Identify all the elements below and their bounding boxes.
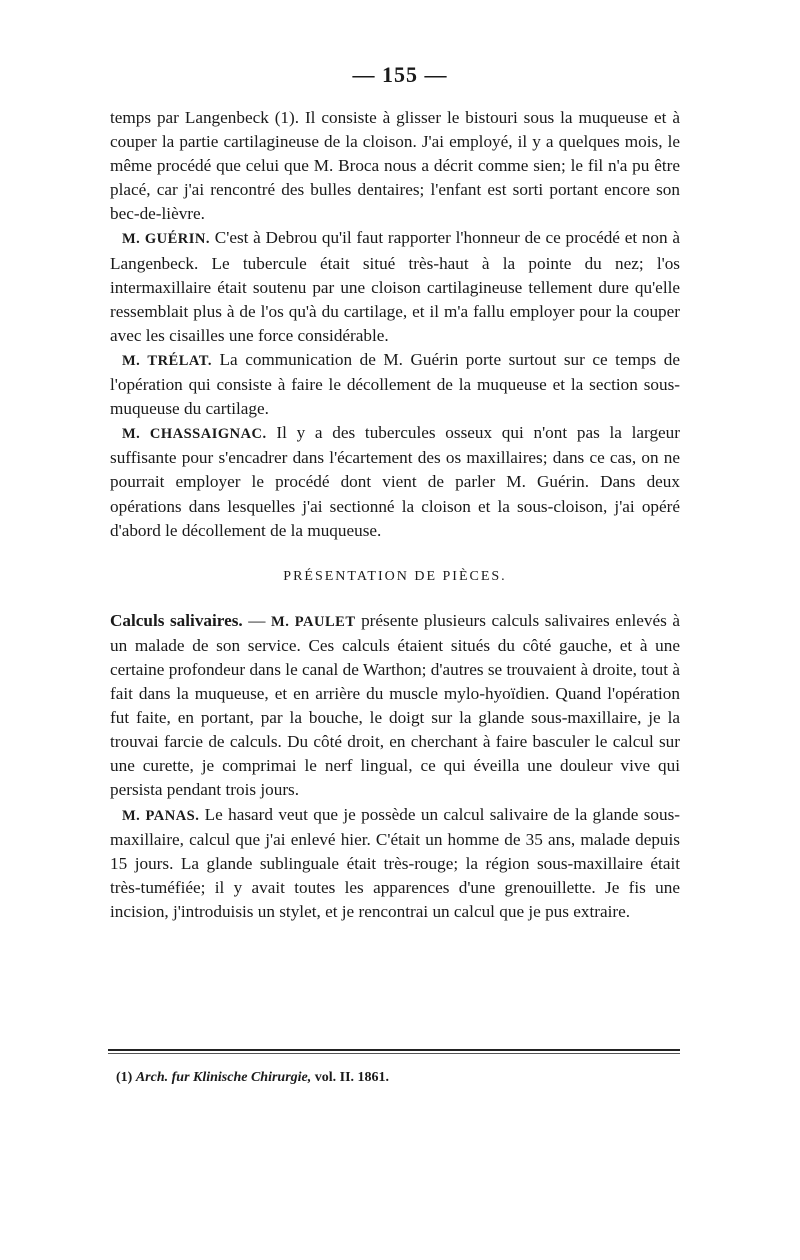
footnote xyxy=(116,1070,676,1086)
speaker-name: M. PAULET xyxy=(271,613,356,630)
footnote-divider xyxy=(108,1049,680,1051)
page-number: — 155 — xyxy=(352,62,448,87)
subheading: Calculs salivaires. xyxy=(110,610,243,630)
body-text xyxy=(110,106,680,924)
footnote-marker: (1) xyxy=(116,1070,136,1085)
paragraph-trelat xyxy=(110,348,680,421)
footnote-divider-thin xyxy=(108,1053,680,1054)
speaker-name: M. PANAS. xyxy=(122,807,200,824)
paragraph-continuation: temps par Langenbeck (1). Il consiste à glisser le bistouri sous la muqueuse et à couper la partie cartilagineuse de la cloison. J'ai employé, il y a quelques mois, le même procédé que celui que M. Broca nous a décrit comme sien; le fil n'a pu être placé, car j'ai rencontré des bulles dentaires; l'enfant est sorti portant encore son bec-de-lièvre. xyxy=(110,108,680,224)
paragraph-chassaignac xyxy=(110,421,680,542)
paragraph-guerin xyxy=(110,226,680,347)
paragraph-text: Le hasard veut que je possède un calcul salivaire de la glande sous-maxillaire, calcul que j'ai enlevé hier. C'était un homme de 35 ans, malade depuis 15 jours. La glande sublinguale était très-rouge; la région sous-maxillaire était très-tuméfiée; il y avait toutes les apparences d'une grenouillette. Je fis une incision, j'introduisis un stylet, et je rencontrai un calcul que je pus extraire. xyxy=(110,804,680,921)
paragraph-text: Il y a des tubercules osseux qui n'ont pas la largeur suffisante pour s'encadrer dans l'écartement des os maxillaires; dans ce cas, on ne pourrait employer le procédé dont vient de parler M. Guérin. Dans deux opérations dans lesquelles j'ai sectionné la cloison et la sous-cloison, j'ai opéré d'abord le décollement de la muqueuse. xyxy=(110,423,680,540)
section-heading: PRÉSENTATION DE PIÈCES. xyxy=(283,568,507,584)
dash: — xyxy=(242,610,272,630)
paragraph-text: La communication de M. Guérin porte surtout sur ce temps de l'opération qui consiste à faire le décollement de la muqueuse et la section sous-muqueuse du cartilage. xyxy=(110,349,680,419)
footnote-source: Arch. fur Klinische Chirurgie, xyxy=(135,1070,312,1085)
footnote-volume: vol. II. 1861. xyxy=(311,1070,390,1085)
paragraph-panas xyxy=(110,803,680,924)
speaker-name: M. TRÉLAT. xyxy=(122,352,213,369)
speaker-name: M. CHASSAIGNAC. xyxy=(122,426,267,443)
paragraph-text: C'est à Debrou qu'il faut rapporter l'honneur de ce procédé et non à Langenbeck. Le tubercule était situé très-haut à la pointe du nez; l'os intermaxillaire était soutenu par une cloison cartilagineuse tellement dure qu'elle ressemblait plus à de l'os qu'à du cartilage, et il m'a fallu employer pour la couper avec les cisailles une force considérable. xyxy=(110,228,680,345)
speaker-name: M. GUÉRIN. xyxy=(122,231,211,248)
paragraph-paulet xyxy=(110,609,680,803)
paragraph-text: présente plusieurs calculs salivaires enlevés à un malade de son service. Ces calculs étaient situés du côté gauche, et à une certaine profondeur dans le canal de Warthon; d'autres se trouvaient à droite, tout à fait dans la muqueuse, et en arrière du muscle mylo-hyoïdien. Quand l'opération fut faite, en portant, par la bouche, le doigt sur la glande sous-maxillaire, je la trouvai farcie de calculs. Du côté droit, en cherchant à faire basculer le calcul sur une curette, je comprimai le nerf lingual, ce qui éveilla une douleur vive qui persista pendant trois jours. xyxy=(110,610,680,800)
